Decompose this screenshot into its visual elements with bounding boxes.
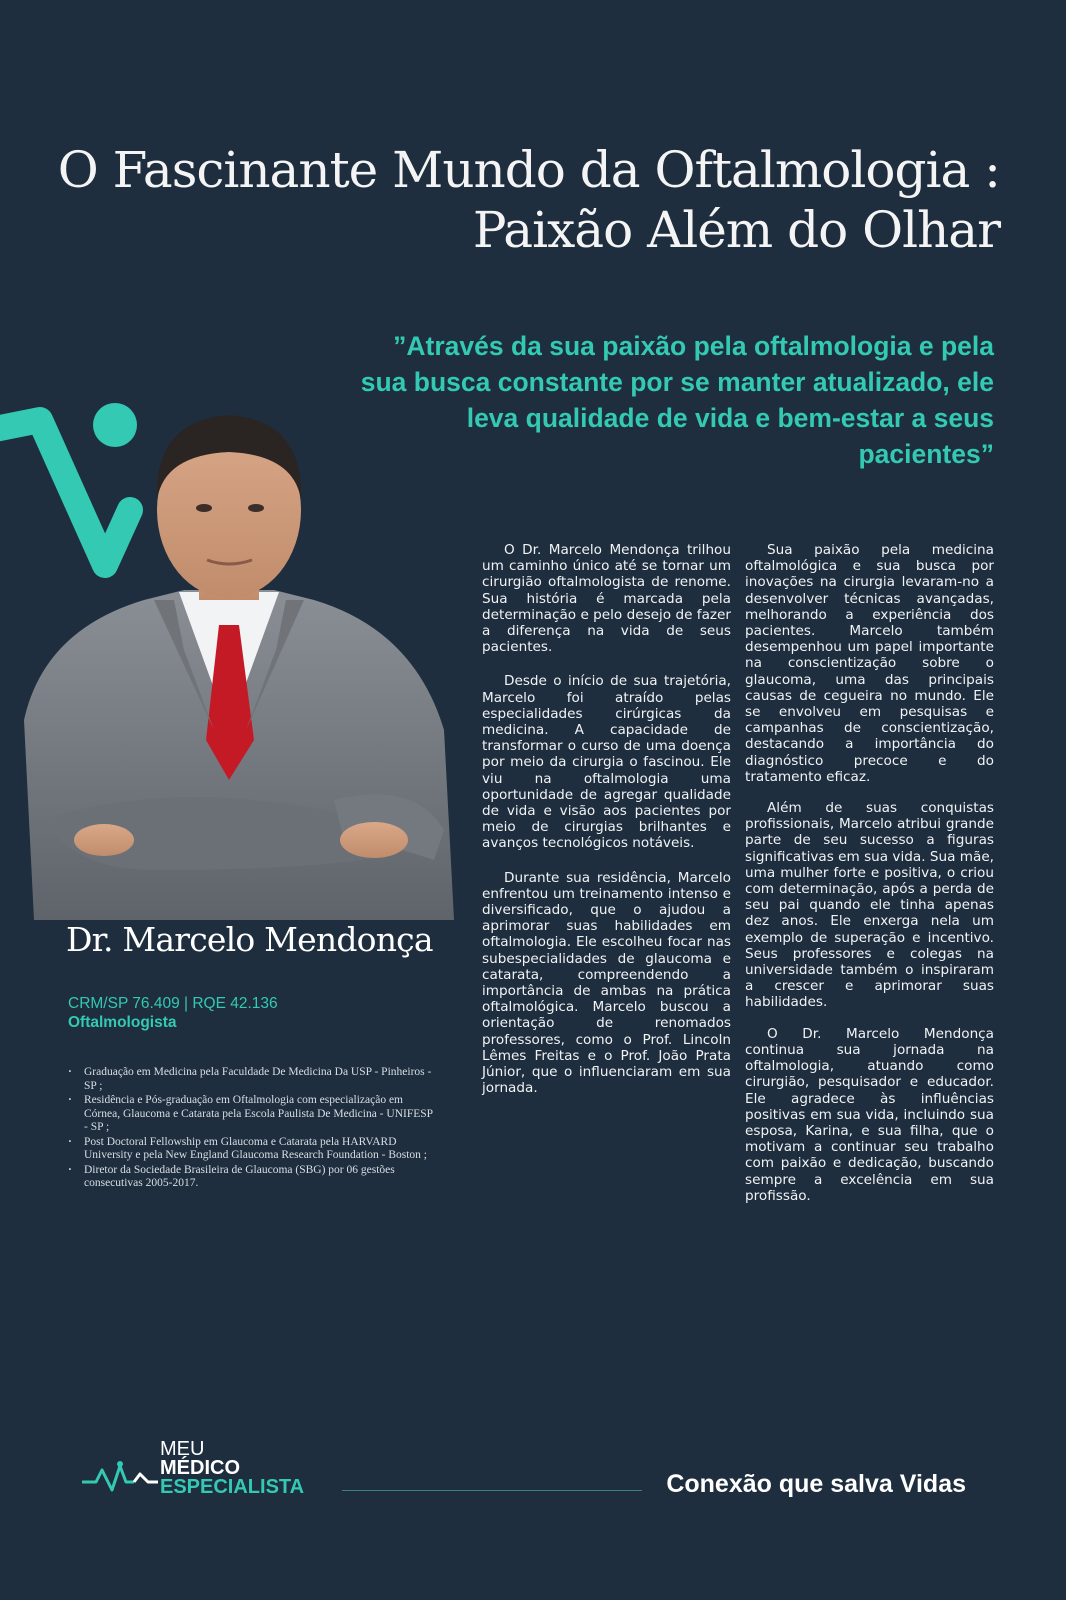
article-column-2 (745, 542, 994, 1219)
page-title (58, 140, 1000, 260)
article-column-1 (482, 542, 731, 1115)
list-item: · Diretor da Sociedade Brasileira de Glaucoma (SBG) por 06 gestões consecutivas 2005-2017. (66, 1164, 438, 1191)
registration-number: CRM/SP 76.409 | RQE 42.136 (68, 995, 278, 1012)
specialty: Oftalmologista (68, 1014, 177, 1031)
paragraph: O Dr. Marcelo Mendonça trilhou um caminho único até se tornar um cirurgião oftalmologista de renome. Sua história é marcada pela determinação e pelo desejo de fazer a diferença na vida de seus pacientes. (482, 542, 731, 656)
logo-line-1: MEU (160, 1438, 205, 1460)
paragraph: Durante sua residência, Marcelo enfrentou um treinamento intenso e diversificado, que o ajudou a aprimorar suas habilidades em oftalmologia. Ele escolheu focar nas subespecialidades de glaucoma e catarata, compreendendo a importância de ambas na prática oftalmológica. Marcelo buscou a orientação de renomados professores, como o Prof. Lincoln Lêmes Freitas e o Prof. João Prata Júnior, que o influenciaram em sua jornada. (482, 869, 731, 1097)
paragraph: Desde o início de sua trajetória, Marcelo foi atraído pelas especialidades cirúrgicas da medicina. A capacidade de transformar o curso de uma doença por meio da cirurgia o fascinou. Ele viu na oftalmologia uma oportunidade de agregar qualidade de vida e visão aos pacientes por meio de cirurgias brilhantes e avanços tecnológicos notáveis. (482, 673, 731, 852)
doctor-name: Dr. Marcelo Mendonça (66, 920, 433, 959)
paragraph: Sua paixão pela medicina oftalmológica e sua busca por inovações na cirurgia levaram-no a desenvolver técnicas avançadas, melhorando a experiência dos pacientes. Marcelo também desempenhou um papel importante na conscientização sobre o glaucoma, uma das principais causas de cegueira no mundo. Ele se envolveu em pesquisas e campanhas de conscientização, destacando a importância do diagnóstico precoce e do tratamento eficaz. (745, 542, 994, 785)
footer-divider (342, 1490, 642, 1491)
paragraph: O Dr. Marcelo Mendonça continua sua jornada na oftalmologia, atuando como cirurgião, pesquisador e educador. Ele agradece às influências positivas em sua vida, incluindo sua esposa, Karina, e sua filha, que o motivam a continuar seu trabalho com paixão e dedicação, buscando sempre a excelência em sua profissão. (745, 1025, 994, 1204)
brand-logo (82, 1440, 342, 1500)
heartbeat-logo-icon (82, 1458, 158, 1494)
doctor-portrait (14, 400, 464, 920)
list-item: · Post Doctoral Fellowship em Glaucoma e Catarata pela HARVARD University e pela New England Glaucoma Research Foundation - Boston ; (66, 1136, 438, 1163)
list-item: · Graduação em Medicina pela Faculdade De Medicina Da USP - Pinheiros - SP ; (66, 1066, 438, 1093)
logo-wordmark (160, 1440, 304, 1497)
title-line-1: O Fascinante Mundo da Oftalmologia : (57, 141, 1000, 199)
logo-line-3: ESPECIALISTA (160, 1476, 305, 1498)
logo-line-2: MÉDICO (160, 1457, 240, 1479)
title-line-2: Paixão Além do Olhar (472, 201, 1000, 259)
pull-quote: ”Através da sua paixão pela oftalmologia e pela sua busca constante por se manter atualizado, ele leva qualidade de vida e bem-estar a seus pacientes” (360, 331, 994, 469)
bio-list (66, 1066, 438, 1192)
tagline: Conexão que salva Vidas (666, 1470, 966, 1498)
list-item: · Residência e Pós-graduação em Oftalmologia com especialização em Córnea, Glaucoma e Catarata pela Escola Paulista De Medicina - UNIFESP - SP ; (66, 1094, 438, 1135)
credentials (68, 994, 278, 1032)
paragraph: Além de suas conquistas profissionais, Marcelo atribui grande parte de seu sucesso a figuras significativas em sua vida. Sua mãe, uma mulher forte e positiva, o criou com determinação, após a perda de seu pai quando ele tinha apenas dez anos. Ele enxerga nela um exemplo de superação e incentivo. Seus professores e colegas na universidade também o inspiraram a crescer e aprimorar suas habilidades. (745, 800, 994, 1011)
